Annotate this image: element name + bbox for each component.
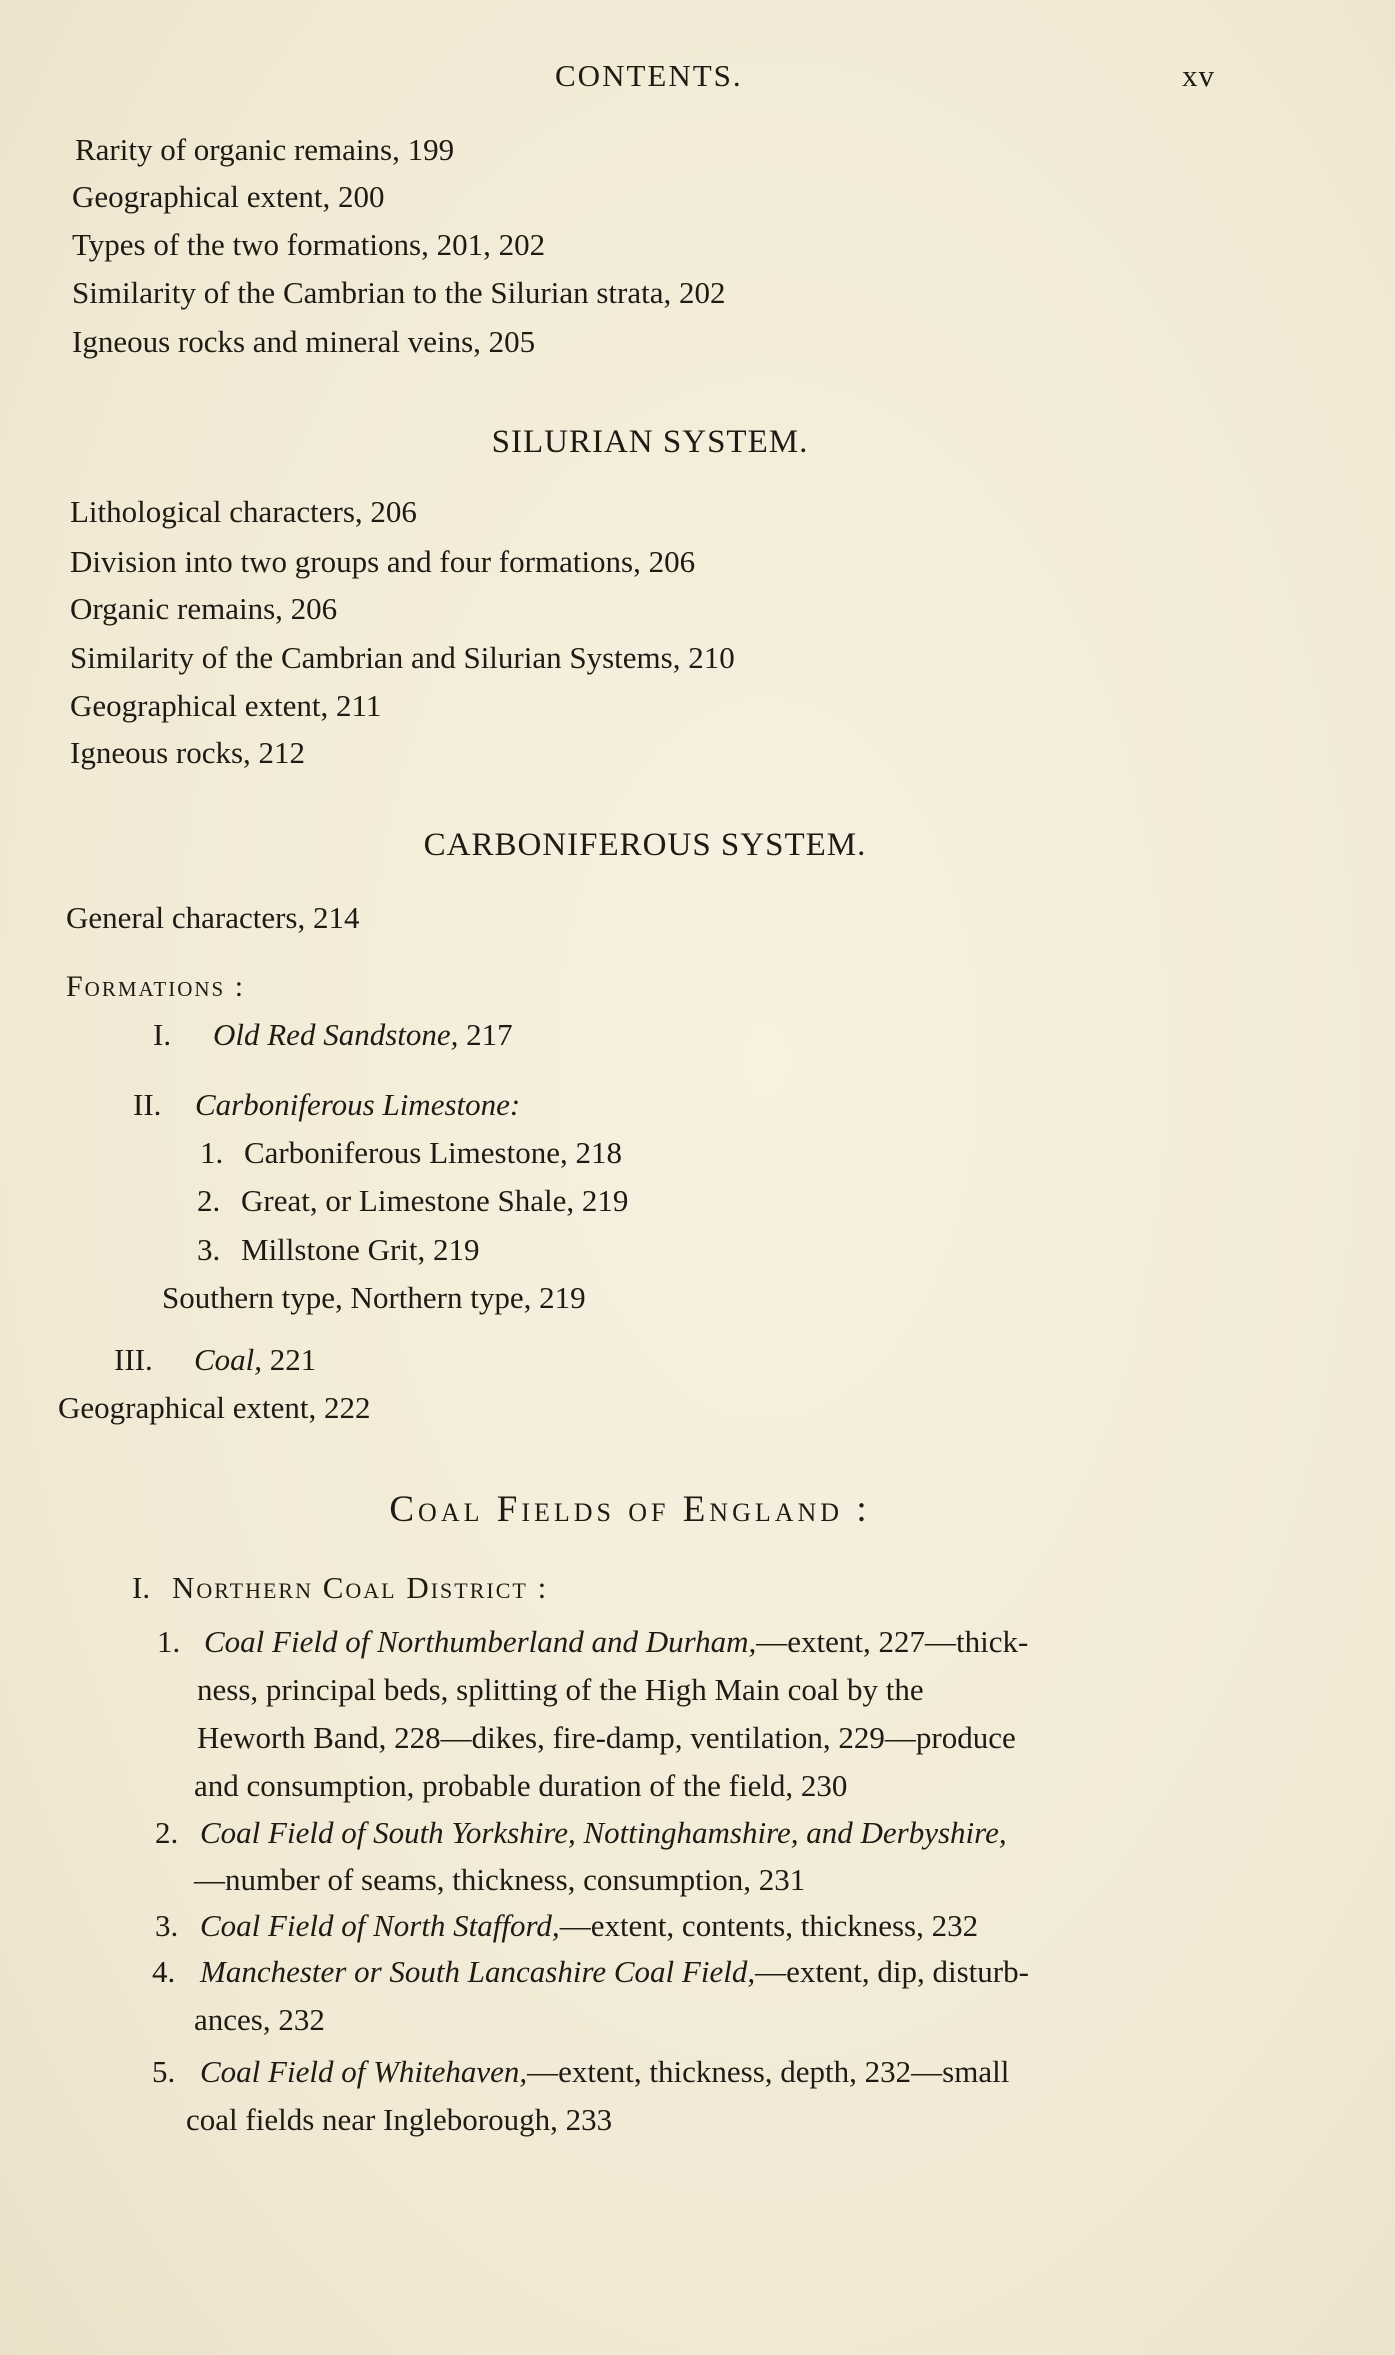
limestone-item	[200, 1133, 622, 1173]
limestone-item	[197, 1181, 628, 1221]
entry: Lithological characters, 206	[70, 494, 417, 529]
formation-number: II.	[133, 1087, 162, 1122]
item-number: 3.	[197, 1232, 221, 1267]
entry: Similarity of the Cambrian and Silurian Systems, 210	[70, 640, 735, 675]
item-number: 5.	[152, 2054, 176, 2089]
formations-label: Formations :	[66, 970, 246, 1003]
entry: Igneous rocks and mineral veins, 205	[72, 324, 536, 359]
entry-text: coal fields near Ingleborough, 233	[186, 2102, 613, 2137]
entry: Southern type, Northern type, 219	[162, 1280, 586, 1315]
coal-field-name: Coal Field of South Yorkshire, Nottinghamshire, and Derbyshire,	[200, 1815, 1007, 1850]
coal-field-entry	[200, 1813, 1007, 1853]
entry: Geographical extent, 211	[70, 688, 382, 723]
item-number: 2.	[197, 1183, 221, 1218]
item-number: 1.	[157, 1624, 181, 1659]
running-title: CONTENTS.	[555, 58, 743, 93]
coal-field-entry	[200, 2052, 1009, 2092]
coal-field-name: Coal Field of Northumberland and Durham,	[204, 1624, 757, 1659]
page-number: xv	[1182, 58, 1215, 93]
limestone-item	[197, 1230, 480, 1270]
coal-field-entry	[200, 1952, 1029, 1992]
entry-text: ances, 232	[194, 2002, 325, 2037]
entry-text: —number of seams, thickness, consumption, 231	[194, 1862, 806, 1897]
item-number: 4.	[152, 1954, 176, 1989]
formation-number: III.	[114, 1342, 153, 1377]
page-header	[0, 58, 1395, 98]
entry-text: —extent, contents, thickness, 232	[559, 1908, 979, 1943]
formation-item	[133, 1085, 520, 1125]
formation-name: Carboniferous Limestone:	[195, 1087, 521, 1122]
entry-text: —extent, 227—thick-	[756, 1624, 1029, 1659]
formation-item	[153, 1015, 513, 1055]
item-text: Great, or Limestone Shale, 219	[241, 1183, 629, 1218]
entry: Geographical extent, 200	[72, 179, 385, 214]
formation-name: Old Red Sandstone,	[213, 1017, 459, 1052]
district-heading	[132, 1568, 548, 1608]
entry: Organic remains, 206	[70, 591, 338, 626]
item-number: 2.	[155, 1815, 179, 1850]
district-title: Northern Coal District :	[172, 1570, 549, 1605]
entry: General characters, 214	[66, 900, 360, 935]
coal-field-entry	[204, 1622, 1028, 1662]
entry: Types of the two formations, 201, 202	[72, 227, 546, 262]
formation-name: Coal,	[194, 1342, 263, 1377]
entry: Similarity of the Cambrian to the Silurian strata, 202	[72, 275, 726, 310]
entry: Geographical extent, 222	[58, 1390, 371, 1425]
section-heading-carboniferous: CARBONIFEROUS SYSTEM.	[423, 827, 867, 863]
section-heading-coal-fields: Coal Fields of England :	[389, 1489, 871, 1530]
section-heading-silurian: SILURIAN SYSTEM.	[491, 424, 809, 460]
formation-number: I.	[153, 1017, 172, 1052]
coal-field-entry	[200, 1906, 978, 1946]
formation-pages: 221	[262, 1342, 317, 1377]
item-number: 3.	[155, 1908, 179, 1943]
item-text: Millstone Grit, 219	[241, 1232, 480, 1267]
coal-field-name: Coal Field of North Stafford,	[200, 1908, 560, 1943]
entry-text: Heworth Band, 228—dikes, fire-damp, ventilation, 229—produce	[197, 1720, 1016, 1755]
entry-text: —extent, dip, disturb-	[755, 1954, 1029, 1989]
coal-field-name: Coal Field of Whitehaven,	[200, 2054, 528, 2089]
coal-field-name: Manchester or South Lancashire Coal Field,	[200, 1954, 756, 1989]
entry-text: —extent, thickness, depth, 232—small	[527, 2054, 1010, 2089]
formation-pages: 217	[458, 1017, 513, 1052]
item-text: Carboniferous Limestone, 218	[244, 1135, 622, 1170]
entry-text: ness, principal beds, splitting of the High Main coal by the	[197, 1672, 924, 1707]
entry: Rarity of organic remains, 199	[75, 132, 455, 167]
entry: Division into two groups and four formations, 206	[70, 544, 696, 579]
formation-item	[114, 1340, 316, 1380]
entry-text: and consumption, probable duration of the field, 230	[194, 1768, 848, 1803]
item-number: 1.	[200, 1135, 224, 1170]
entry: Igneous rocks, 212	[70, 735, 306, 770]
district-number: I.	[132, 1570, 151, 1605]
